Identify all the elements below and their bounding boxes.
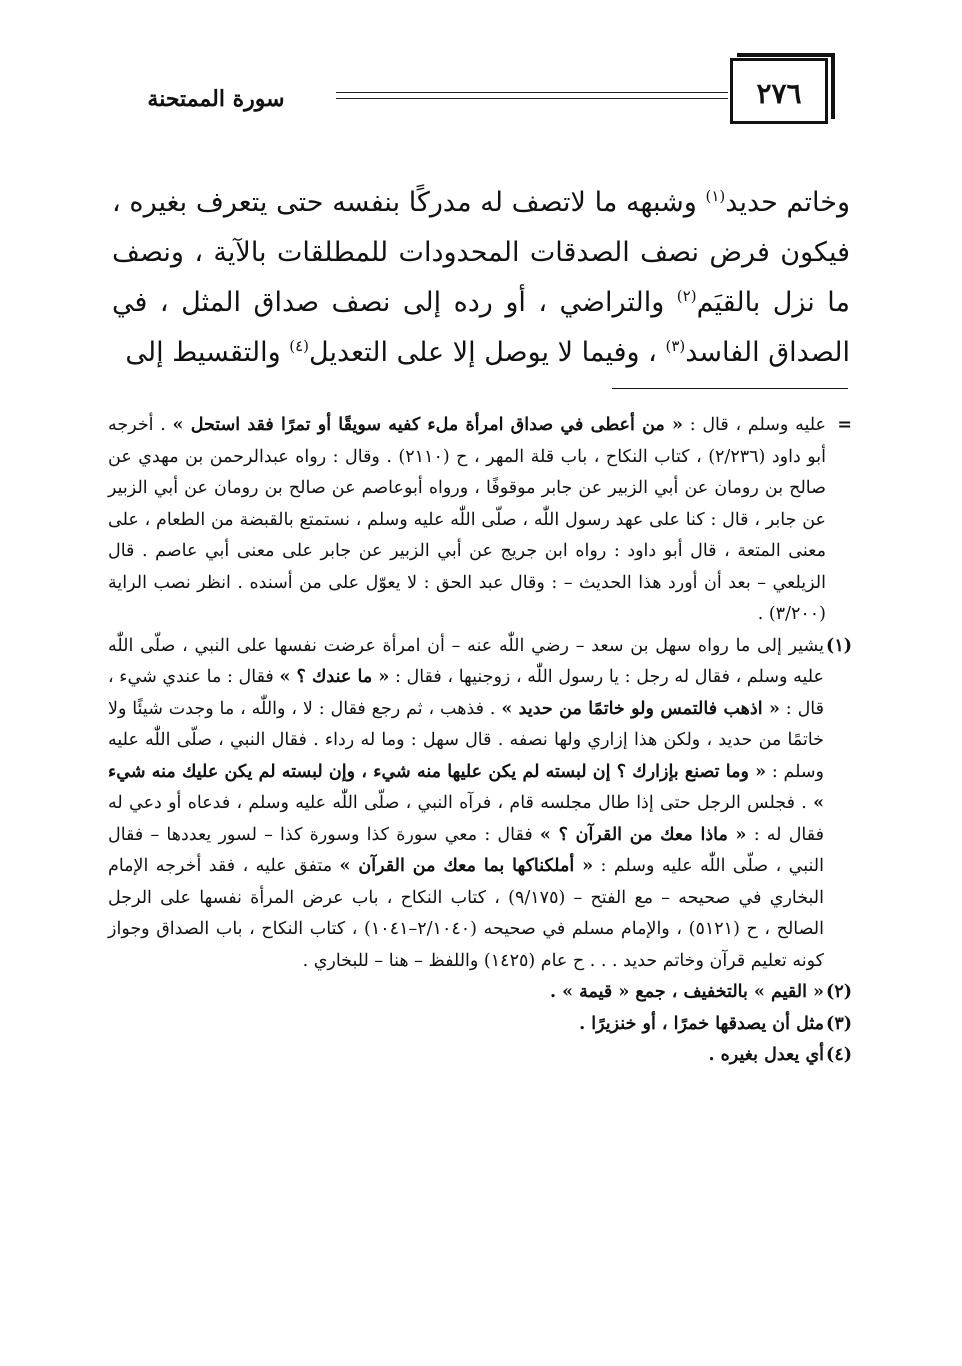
footnotes-section [108, 410, 852, 1072]
hadith-quote: « من أعطى في صداق امرأة ملء كفيه سويقًا أو تمرًا فقد استحل » [172, 415, 683, 435]
header-rule-top [336, 92, 728, 93]
main-paragraph [112, 178, 850, 378]
main-text [112, 178, 850, 378]
main-text-segment: وشبهه ما لاتصف له مدركًا بنفسه حتى يتعرف بغيره ، فيكون فرض نصف الصدقات المحدودات للمطلقات بالآية ، ونصف ما نزل بالقيَم [112, 187, 850, 318]
footnote-text: « القيم » بالتخفيف ، جمع « قيمة » . [549, 982, 824, 1002]
footnote-continuation [108, 410, 852, 631]
footnote-1 [108, 631, 852, 978]
footnote-text: مثل أن يصدقها خمرًا ، أو خنزيرًا . [579, 1013, 824, 1034]
footnote-ref-1: (١) [705, 187, 726, 205]
hadith-quote: « ما عندك ؟ » [279, 667, 390, 687]
footnote-text: متفق عليه ، فقد أخرجه الإمام البخاري في صحيحه – مع الفتح – (٩/١٧٥) ، كتاب النكاح ، باب عرض المرأة نفسها على الرجل الصالح ، ح (٥١٢١) ، والإمام مسلم في صحيحه (٢/١٠٤٠–١٠٤١) ، كتاب النكاح ، باب الصداق وجواز كونه تعليم قرآن وخاتم حديد . . . ح عام (١٤٢٥) واللفظ – هنا – للبخاري . [108, 856, 824, 971]
hadith-quote: « اذهب فالتمس ولو خاتمًا من حديد » [501, 698, 780, 719]
hadith-quote: « أملكناكها بما معك من القرآن » [339, 856, 594, 876]
hadith-quote: « وما تصنع بإزارك ؟ إن لبسته لم يكن عليها منه شيء ، وإن لبسته لم يكن عليك منه شيء » [108, 761, 824, 813]
footnote-text: يشير إلى ما رواه سهل بن سعد – رضي اللّٰه عنه – أن امرأة عرضت نفسها على النبي ، صلّى اللّٰه عليه وسلم ، فقال له رجل : يا رسول اللّٰه ، زوجنيها ، فقال : [108, 635, 824, 687]
footnote-text: عليه وسلم ، قال : [683, 415, 827, 435]
main-text-segment: والتقسيط إلى [125, 337, 290, 368]
footnote-number: (٢) [826, 982, 852, 1002]
page-number-frame [730, 58, 828, 124]
hadith-quote: « ماذا معك من القرآن ؟ » [539, 824, 747, 845]
page-header [100, 58, 842, 130]
page-number: ٢٧٦ [756, 77, 802, 110]
continuation-mark: = [837, 415, 852, 435]
main-text-segment: وخاتم حديد [725, 187, 850, 218]
footnote-text: أي يعدل بغيره . [708, 1045, 824, 1065]
header-rule-bottom [336, 98, 728, 99]
footnote-3 [108, 1009, 852, 1041]
footnote-ref-3: (٣) [665, 337, 686, 355]
footnote-ref-4: (٤) [289, 337, 309, 355]
footnote-text: . أخرجه أبو داود (٢/٢٣٦) ، كتاب النكاح ، باب قلة المهر ، ح (٢١١٠) . وقال : رواه عبدالرحمن بن مهدي عن صالح بن رومان عن أبي الزبير عن جابر موقوفًا ، ورواه أبوعاصم عن صالح بن رومان عن أبي الزبير عن جابر ، قال : كنا على عهد رسول اللّٰه ، صلّى اللّٰه عليه وسلم ، نستمتع بالقبضة من الطعام ، على معنى المتعة ، قال أبو داود : رواه ابن جريج عن أبي الزبير عن جابر على معنى أبي عاصم . قال الزيلعي – بعد أن أورد هذا الحديث – : وقال عبد الحق : لا يعوّل على من أسنده . انظر نصب الراية (٣/٢٠٠) . [108, 415, 826, 624]
footnote-number: (٣) [826, 1013, 852, 1034]
footnote-separator [612, 388, 848, 389]
footnote-2 [108, 977, 852, 1009]
footnote-text: . فجلس الرجل حتى إذا طال مجلسه قام ، فرآه النبي ، صلّى اللّٰه عليه وسلم ، فدعاه أو دعي له فقال له : [108, 793, 824, 845]
main-text-segment: ، وفيما لا يوصل إلا على التعديل [309, 337, 666, 368]
footnote-text: فقال : ما عندي شيء ، قال : [108, 667, 824, 719]
footnote-text: . فذهب ، ثم رجع فقال : لا ، واللّٰه ، ما وجدت شيئًا ولا خاتمًا من حديد ، ولكن هذا إزاري ولها نصفه . قال سهل : وما له رداء . فقال النبي ، صلّى اللّٰه عليه وسلم : [108, 698, 824, 782]
footnote-number: (١) [826, 635, 852, 656]
footnote-4 [108, 1040, 852, 1072]
footnote-number: (٤) [826, 1045, 852, 1065]
footnote-text: فقال : معي سورة كذا وسورة كذا – لسور يعددها – فقال النبي ، صلّى اللّٰه عليه وسلم : [108, 824, 824, 876]
footnote-ref-2: (٢) [676, 287, 697, 305]
main-text-segment: والتراضي ، أو رده إلى نصف صداق المثل ، في الصداق الفاسد [112, 287, 850, 368]
running-title: سورة الممتحنة [147, 86, 285, 112]
